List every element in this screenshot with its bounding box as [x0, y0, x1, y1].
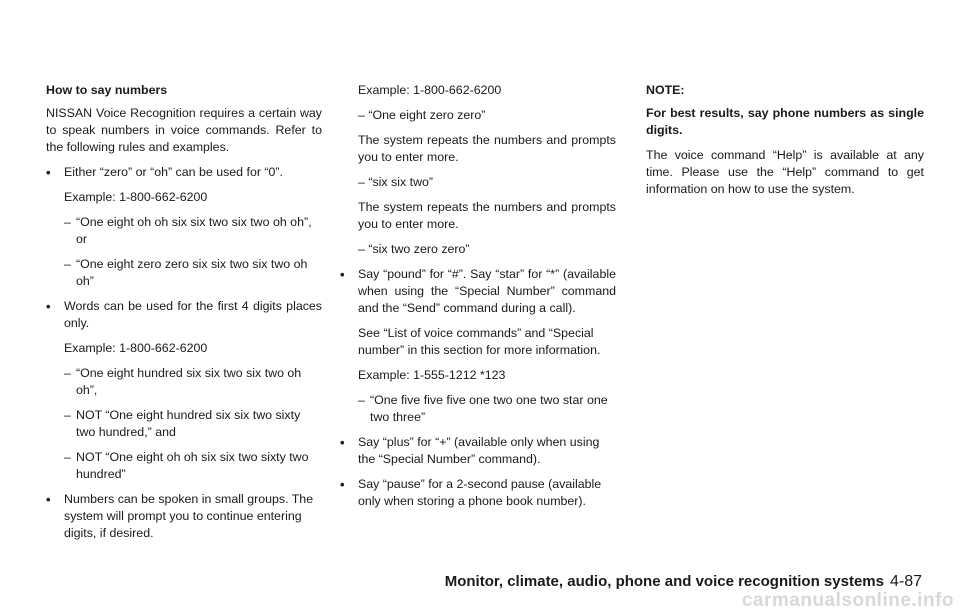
paragraph: The system repeats the numbers and prompts you to enter more. [358, 133, 616, 164]
example-text: Example: 1-800-662-6200 [64, 190, 208, 204]
bullet-icon: • [46, 299, 51, 314]
dash-item: – “One eight zero zero” [358, 108, 486, 122]
example-text: Example: 1-800-662-6200 [64, 341, 208, 355]
paragraph: The system repeats the numbers and prompts you to enter more. [358, 200, 616, 231]
dash-item: – “One eight hundred six six two six two oh oh”, [64, 366, 302, 397]
intro-paragraph: NISSAN Voice Recognition requires a certain way to speak numbers in voice commands. Refer to the following rules and examples. [46, 106, 322, 154]
column-2 [340, 82, 616, 518]
page-number: 4-87 [889, 573, 922, 590]
bullet-zero-oh: • Either “zero” or “oh” can be used for “0”. [46, 165, 283, 180]
note-label: NOTE: [646, 83, 685, 97]
bullet-icon: • [46, 165, 51, 180]
column-3 [646, 82, 924, 206]
dash-item: – “six six two” [358, 175, 434, 189]
dash-item: – “One eight zero zero six six two six two oh oh” [64, 257, 308, 288]
example-text: Example: 1-555-1212 *123 [358, 368, 506, 382]
bullet-icon: • [340, 435, 345, 450]
page-footer [445, 573, 922, 591]
bullet-icon: • [340, 477, 345, 492]
dash-item: – NOT “One eight hundred six six two sixty two hundred,” and [64, 408, 301, 439]
bullet-small-groups: • Numbers can be spoken in small groups. The system will prompt you to continue entering digits, if desired. [46, 492, 314, 540]
dash-item: – “One five five five one two one two star one two three” [358, 393, 608, 424]
bullet-pause: • Say “pause” for a 2-second pause (available only when storing a phone book number). [340, 477, 602, 508]
note-text: The voice command “Help” is available at any time. Please use the “Help” command to get information on how to use the system. [646, 148, 924, 196]
dash-item: – “One eight oh oh six six two six two oh oh”, or [64, 215, 312, 246]
bullet-icon: • [340, 267, 345, 282]
watermark: carmanualsonline.info [741, 590, 954, 611]
example-text: Example: 1-800-662-6200 [358, 83, 502, 97]
section-heading: How to say numbers [46, 83, 168, 97]
column-1 [46, 82, 322, 550]
paragraph: See “List of voice commands” and “Special number” in this section for more information. [358, 326, 601, 357]
bullet-pound-star: • Say “pound” for “#”. Say “star” for “*” (available when using the “Special Number” command and the “Send” command during a call). [340, 267, 616, 315]
bullet-words: • Words can be used for the first 4 digits places only. [46, 299, 322, 330]
dash-item: – NOT “One eight oh oh six six two sixty two hundred” [64, 450, 309, 481]
bullet-plus: • Say “plus” for “+” (available only when using the “Special Number” command). [340, 435, 600, 466]
dash-item: – “six two zero zero” [358, 242, 470, 256]
note-bold-text: For best results, say phone numbers as single digits. [646, 106, 924, 137]
footer-section-title: Monitor, climate, audio, phone and voice recognition systems [444, 573, 884, 590]
bullet-icon: • [46, 492, 51, 507]
